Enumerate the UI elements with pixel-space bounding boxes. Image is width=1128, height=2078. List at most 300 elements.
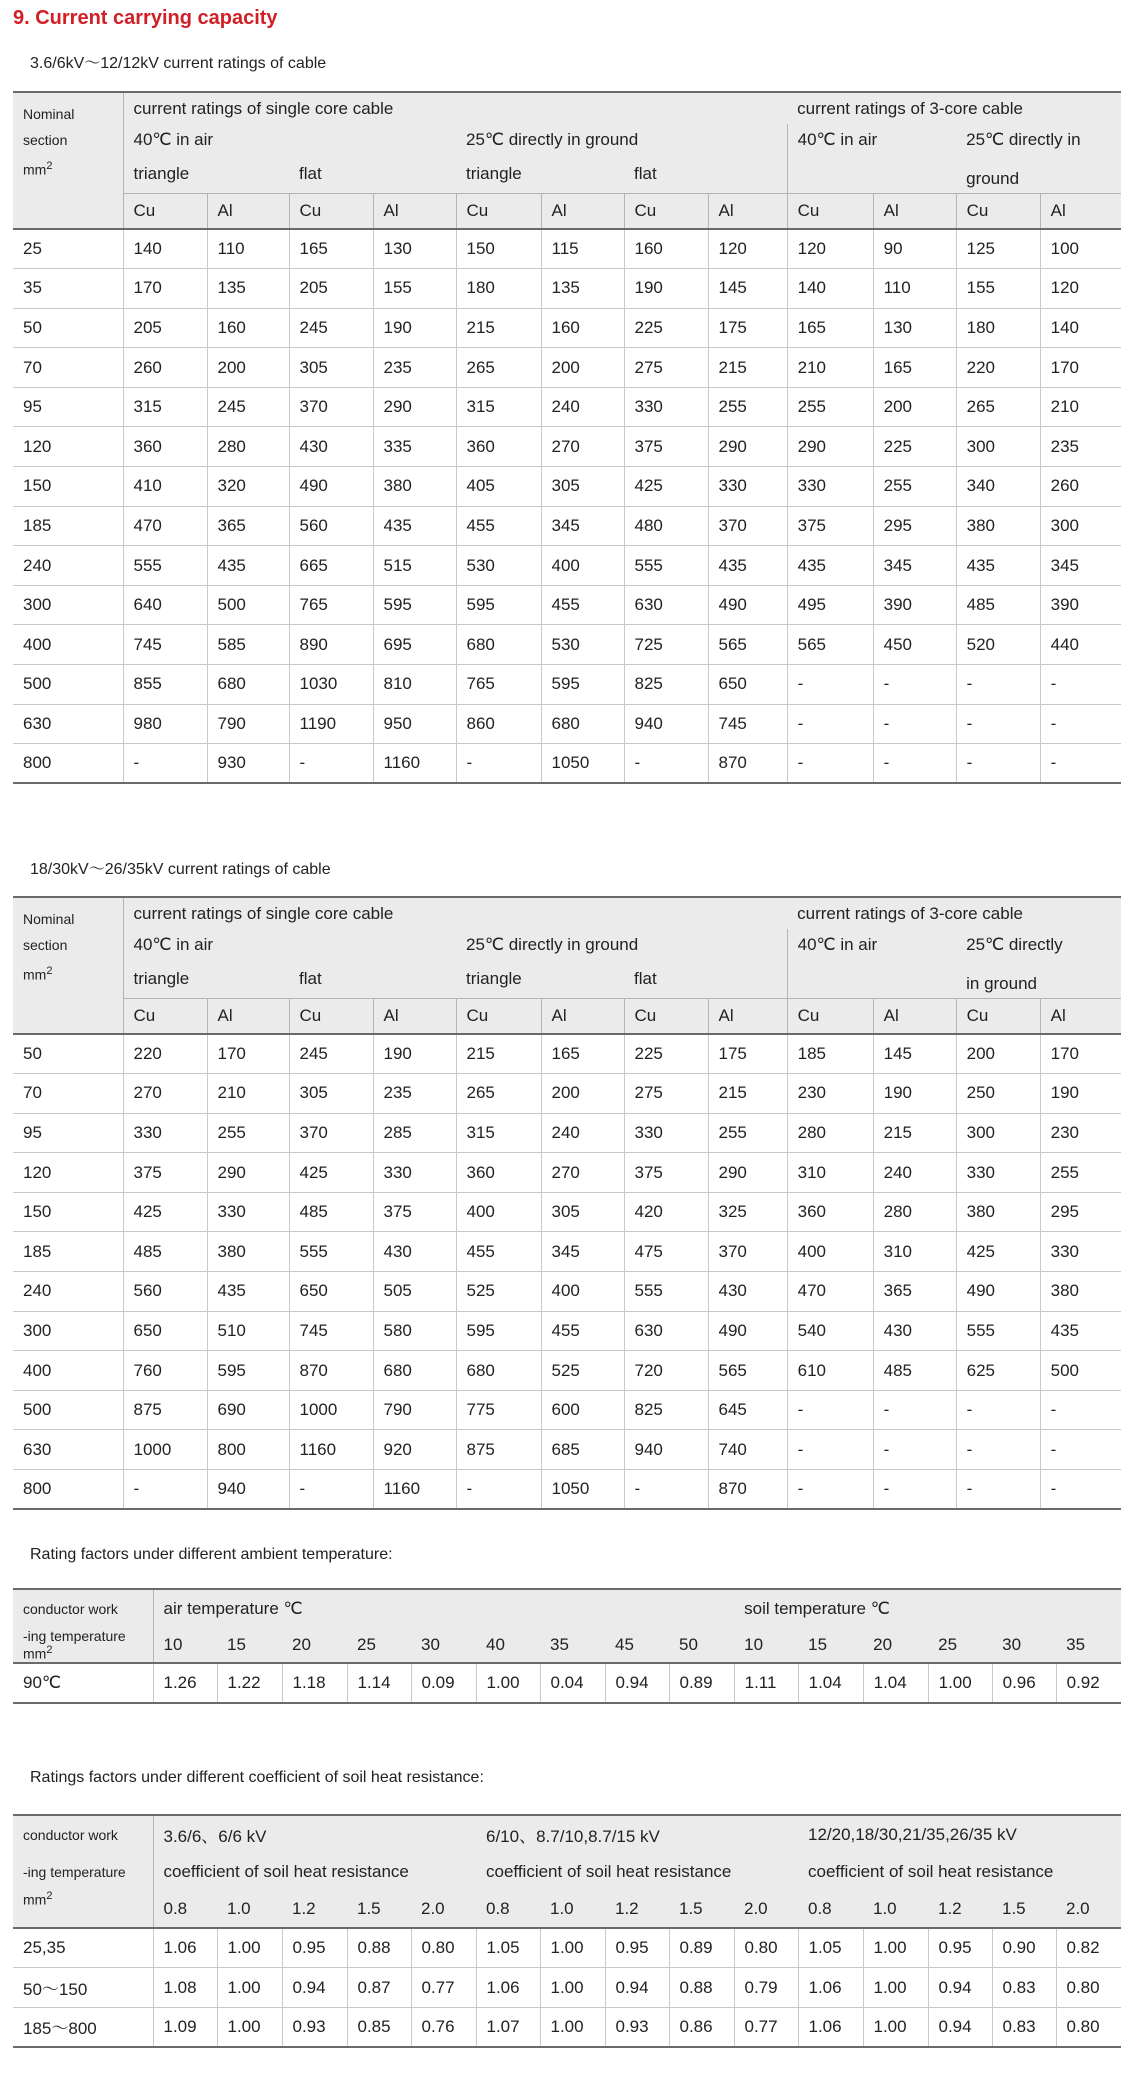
- table-cell: 1.00: [928, 1663, 992, 1703]
- table-cell: 1.00: [217, 1928, 282, 1968]
- table-cell: 380: [373, 467, 456, 507]
- table-cell: 870: [289, 1351, 373, 1391]
- table-cell: 1.06: [798, 1968, 863, 2008]
- table-cell: 290: [708, 427, 787, 467]
- table-cell: 210: [207, 1074, 289, 1114]
- air-header: 40℃ in air: [123, 929, 456, 961]
- conductor-temp-header: conductor work: [13, 1815, 153, 1853]
- table-cell: 0.95: [282, 1928, 347, 1968]
- table-cell: 1.07: [476, 2007, 540, 2047]
- table-cell: -: [956, 744, 1040, 784]
- table-cell: 220: [956, 348, 1040, 388]
- table-cell: 595: [373, 585, 456, 625]
- table-cell: 0.77: [734, 2007, 798, 2047]
- table-cell: 155: [373, 269, 456, 309]
- table-cell: 130: [373, 229, 456, 269]
- table-cell: 270: [541, 1153, 624, 1193]
- col-header: 1.2: [282, 1890, 347, 1928]
- table-cell: -: [624, 744, 708, 784]
- table-cell: 375: [624, 427, 708, 467]
- table-cell: 0.94: [928, 2007, 992, 2047]
- table-cell: 790: [207, 704, 289, 744]
- col-header: 1.2: [928, 1890, 992, 1928]
- nominal-section-header: Nominal section $mm^2$: [13, 897, 123, 998]
- table-cell: 435: [787, 546, 873, 586]
- ground3-header-line2: ground: [956, 156, 1121, 193]
- table-cell: -: [624, 1470, 708, 1510]
- table-cell: 1160: [373, 1470, 456, 1510]
- ratings-table-1: [13, 91, 1121, 784]
- table-cell: 530: [456, 546, 541, 586]
- table-row: [13, 1430, 1121, 1470]
- table-cell: 650: [289, 1272, 373, 1312]
- table-cell: 190: [873, 1074, 956, 1114]
- table-cell: 305: [541, 467, 624, 507]
- col-header: Al: [207, 193, 289, 229]
- table-cell: 165: [541, 1034, 624, 1074]
- row-label-cell: 630: [13, 1430, 123, 1470]
- col-header: Cu: [787, 998, 873, 1034]
- table-cell: -: [873, 665, 956, 705]
- table-cell: 1000: [289, 1390, 373, 1430]
- col-header: 35: [1056, 1627, 1121, 1663]
- table-cell: 630: [624, 1311, 708, 1351]
- table-cell: 320: [207, 467, 289, 507]
- table-cell: 1.09: [153, 2007, 217, 2047]
- table-cell: 215: [456, 308, 541, 348]
- table-cell: 825: [624, 665, 708, 705]
- table-cell: 1.26: [153, 1663, 217, 1703]
- row-label-cell: 240: [13, 546, 123, 586]
- table-cell: 160: [541, 308, 624, 348]
- row-label-cell: 150: [13, 467, 123, 507]
- col-header: Al: [541, 998, 624, 1034]
- table-cell: -: [873, 1470, 956, 1510]
- table-cell: 1.00: [540, 1928, 605, 1968]
- table-cell: 940: [624, 704, 708, 744]
- col-header: 2.0: [1056, 1890, 1121, 1928]
- air3-header: 40℃ in air: [787, 929, 956, 961]
- table-cell: 430: [873, 1311, 956, 1351]
- table-cell: 360: [123, 427, 207, 467]
- table-cell: 515: [373, 546, 456, 586]
- row-label-cell: 400: [13, 1351, 123, 1391]
- row-label-cell: 95: [13, 387, 123, 427]
- table-cell: 0.80: [1056, 2007, 1121, 2047]
- table-row: [13, 2007, 1121, 2047]
- table-cell: -: [956, 1470, 1040, 1510]
- table-row: [13, 1192, 1121, 1232]
- table-cell: -: [787, 1390, 873, 1430]
- table-cell: 455: [456, 506, 541, 546]
- table-row: [13, 546, 1121, 586]
- table-cell: 0.93: [605, 2007, 669, 2047]
- table-cell: 1160: [373, 744, 456, 784]
- table-cell: 800: [207, 1430, 289, 1470]
- table-row: [13, 427, 1121, 467]
- voltage-group-header: 12/20,18/30,21/35,26/35 kV: [798, 1815, 1121, 1853]
- table-cell: 120: [787, 229, 873, 269]
- table-cell: 1.11: [734, 1663, 798, 1703]
- table-cell: 325: [708, 1192, 787, 1232]
- table-cell: 555: [624, 546, 708, 586]
- table3-caption: Rating factors under different ambient temperature:: [30, 1546, 393, 1563]
- table-cell: 305: [289, 348, 373, 388]
- table-cell: 275: [624, 1074, 708, 1114]
- table-cell: 255: [1040, 1153, 1121, 1193]
- table-cell: 0.83: [992, 1968, 1056, 2008]
- table-cell: 860: [456, 704, 541, 744]
- triangle-header: triangle: [123, 156, 289, 193]
- table-row: [13, 585, 1121, 625]
- voltage-group-header: 6/10、8.7/10,8.7/15 kV: [476, 1815, 798, 1853]
- table-cell: -: [956, 1390, 1040, 1430]
- col-header: 1.0: [863, 1890, 928, 1928]
- table-cell: 375: [787, 506, 873, 546]
- table-cell: 140: [123, 229, 207, 269]
- table-cell: 260: [123, 348, 207, 388]
- table-cell: 360: [456, 427, 541, 467]
- table-cell: -: [289, 744, 373, 784]
- table-cell: 595: [541, 665, 624, 705]
- row-label-cell: 25: [13, 229, 123, 269]
- table-cell: 270: [541, 427, 624, 467]
- soil-resistance-factor-table: conductor work 3.6/6、6/6 kV 6/10、8.7/10,8.7/15 kV 12/20,18/30,21/35,26/35 kV -ing temperature coefficient of soil heat resistance coefficient of soil heat resistance coefficient of soil heat resistance $mm^2$ 0.8 1.0 1.2 1.5 2.0 0.8 1.0 1.2 1.5 2.0 0.8 1.0 1.2 1.5 2.0 25,35 1.06 1.00 0.95 0.88 0.80 1.05 1.00 0.95 0.89 0.80 1.05 1.00 0.95 0.90 0.82 50～150 1.08 1.00 0.94 0.87 0.77 1.06 1.00 0.94 0.88 0.79 1.06 1.00 0.94 0.83 0.80 185～800 1.09 1.00 0.93 0.85 0.76 1.07 1.00 0.93 0.86 0.77 1.06 1.00 0.94 0.83 0.80: [13, 1814, 1121, 2048]
- table-cell: 490: [956, 1272, 1040, 1312]
- table-cell: 595: [456, 585, 541, 625]
- col-header: 0.8: [476, 1890, 540, 1928]
- single-core-header: current ratings of single core cable: [123, 92, 787, 124]
- table-cell: 1.18: [282, 1663, 347, 1703]
- single-core-header: current ratings of single core cable: [123, 897, 787, 929]
- table-cell: 1.06: [798, 2007, 863, 2047]
- table-cell: 0.82: [1056, 1928, 1121, 1968]
- coef-header: coefficient of soil heat resistance: [798, 1853, 1121, 1890]
- table-cell: 940: [207, 1470, 289, 1510]
- col-header: 15: [217, 1627, 282, 1663]
- col-header: Al: [1040, 193, 1121, 229]
- table-cell: 0.95: [928, 1928, 992, 1968]
- table-cell: 680: [373, 1351, 456, 1391]
- table-cell: 0.86: [669, 2007, 734, 2047]
- table-cell: 235: [373, 348, 456, 388]
- col-header: 30: [411, 1627, 476, 1663]
- table-cell: 315: [123, 387, 207, 427]
- table-cell: 450: [873, 625, 956, 665]
- col-header: Al: [873, 193, 956, 229]
- table-cell: 435: [207, 1272, 289, 1312]
- table-cell: 200: [541, 348, 624, 388]
- table-cell: 190: [624, 269, 708, 309]
- air-temp-header: air temperature ℃: [153, 1589, 734, 1627]
- col-header: Al: [373, 193, 456, 229]
- table-cell: 740: [708, 1430, 787, 1470]
- table-cell: 1.00: [217, 1968, 282, 2008]
- table-cell: 1000: [123, 1430, 207, 1470]
- table-cell: 695: [373, 625, 456, 665]
- table-cell: 285: [373, 1113, 456, 1153]
- table-cell: 240: [541, 1113, 624, 1153]
- col-header: Cu: [289, 998, 373, 1034]
- table-cell: 370: [708, 506, 787, 546]
- table-cell: -: [787, 1470, 873, 1510]
- table-cell: 165: [787, 308, 873, 348]
- col-header: 35: [540, 1627, 605, 1663]
- table-cell: 225: [873, 427, 956, 467]
- table-cell: 255: [787, 387, 873, 427]
- table-cell: 765: [289, 585, 373, 625]
- table-cell: 375: [123, 1153, 207, 1193]
- table-cell: 200: [541, 1074, 624, 1114]
- table-cell: 680: [541, 704, 624, 744]
- table-cell: 375: [373, 1192, 456, 1232]
- table-cell: 555: [289, 1232, 373, 1272]
- table-cell: 400: [787, 1232, 873, 1272]
- row-label-cell: 300: [13, 1311, 123, 1351]
- row-label-cell: 50～150: [13, 1968, 153, 2008]
- table-cell: 175: [708, 1034, 787, 1074]
- table-cell: 980: [123, 704, 207, 744]
- table-cell: 230: [1040, 1113, 1121, 1153]
- col-header: Al: [873, 998, 956, 1034]
- table-cell: -: [1040, 1430, 1121, 1470]
- table-cell: 170: [1040, 348, 1121, 388]
- table-cell: -: [456, 744, 541, 784]
- row-label-cell: 185: [13, 1232, 123, 1272]
- table-cell: 1.06: [153, 1928, 217, 1968]
- conductor-temp-header-2: -ing temperature: [13, 1853, 153, 1890]
- table-cell: -: [787, 704, 873, 744]
- table-row: [13, 704, 1121, 744]
- table-row: [13, 387, 1121, 427]
- table-cell: 485: [289, 1192, 373, 1232]
- table-cell: 1.22: [217, 1663, 282, 1703]
- col-header: 0.8: [798, 1890, 863, 1928]
- row-label-cell: 500: [13, 665, 123, 705]
- table-cell: 305: [289, 1074, 373, 1114]
- row-label-cell: 185: [13, 506, 123, 546]
- table-row: [13, 1968, 1121, 2008]
- table-cell: 505: [373, 1272, 456, 1312]
- table-cell: 680: [456, 1351, 541, 1391]
- table-cell: 520: [956, 625, 1040, 665]
- air-header: 40℃ in air: [123, 124, 456, 156]
- table-cell: 230: [787, 1074, 873, 1114]
- table-cell: -: [873, 1430, 956, 1470]
- table-cell: 1.08: [153, 1968, 217, 2008]
- table-cell: 225: [624, 308, 708, 348]
- table-cell: 340: [956, 467, 1040, 507]
- air3-header: 40℃ in air: [787, 124, 956, 156]
- table-cell: 0.94: [605, 1968, 669, 2008]
- table-cell: 920: [373, 1430, 456, 1470]
- table-cell: 335: [373, 427, 456, 467]
- coef-header: coefficient of soil heat resistance: [153, 1853, 476, 1890]
- table-cell: 235: [1040, 427, 1121, 467]
- col-header: 1.0: [217, 1890, 282, 1928]
- table-cell: 330: [624, 387, 708, 427]
- table-row: [13, 1272, 1121, 1312]
- table-cell: 220: [123, 1034, 207, 1074]
- ground-header: 25℃ directly in ground: [456, 929, 787, 961]
- table-cell: -: [1040, 1390, 1121, 1430]
- table-cell: 215: [873, 1113, 956, 1153]
- table-cell: 425: [289, 1153, 373, 1193]
- row-label-cell: 120: [13, 427, 123, 467]
- row-label-cell: 95: [13, 1113, 123, 1153]
- table-row: [13, 1663, 1121, 1703]
- table-row: [13, 1153, 1121, 1193]
- table-cell: 315: [456, 1113, 541, 1153]
- table-cell: 0.89: [669, 1928, 734, 1968]
- table-cell: 565: [708, 625, 787, 665]
- row-label-cell: 500: [13, 1390, 123, 1430]
- row-label-cell: 150: [13, 1192, 123, 1232]
- table-cell: 1.00: [863, 1968, 928, 2008]
- table-cell: 310: [787, 1153, 873, 1193]
- table-cell: 640: [123, 585, 207, 625]
- table-cell: -: [956, 1430, 1040, 1470]
- table-row: [13, 269, 1121, 309]
- table-cell: 265: [956, 387, 1040, 427]
- table-cell: 345: [1040, 546, 1121, 586]
- col-header: Cu: [289, 193, 373, 229]
- table-cell: 145: [708, 269, 787, 309]
- table-cell: 115: [541, 229, 624, 269]
- col-header: 1.0: [540, 1890, 605, 1928]
- table-cell: 245: [207, 387, 289, 427]
- table-cell: 375: [624, 1153, 708, 1193]
- table-cell: 155: [956, 269, 1040, 309]
- col-header: 1.5: [992, 1890, 1056, 1928]
- table-cell: 650: [123, 1311, 207, 1351]
- nominal-section-header: Nominal section $mm^2$: [13, 92, 123, 193]
- table-cell: 345: [541, 506, 624, 546]
- table-cell: 330: [1040, 1232, 1121, 1272]
- table-cell: 290: [708, 1153, 787, 1193]
- table-row: [13, 1232, 1121, 1272]
- table-cell: 165: [873, 348, 956, 388]
- table-cell: -: [873, 704, 956, 744]
- table-cell: 435: [373, 506, 456, 546]
- table-cell: 940: [624, 1430, 708, 1470]
- ground3-header-line2: in ground: [956, 961, 1121, 998]
- flat-header: flat: [289, 961, 456, 998]
- table-cell: 360: [456, 1153, 541, 1193]
- col-header: Al: [373, 998, 456, 1034]
- table-cell: 480: [624, 506, 708, 546]
- table-cell: 930: [207, 744, 289, 784]
- table-cell: 135: [541, 269, 624, 309]
- table-cell: 440: [1040, 625, 1121, 665]
- table-cell: 0.80: [734, 1928, 798, 1968]
- table-cell: 210: [1040, 387, 1121, 427]
- table-row: [13, 348, 1121, 388]
- table-cell: 825: [624, 1390, 708, 1430]
- table-cell: 485: [956, 585, 1040, 625]
- table-cell: 595: [456, 1311, 541, 1351]
- table-cell: 225: [624, 1034, 708, 1074]
- col-header: 2.0: [734, 1890, 798, 1928]
- table-cell: -: [956, 665, 1040, 705]
- table2-caption: 18/30kV～26/35kV current ratings of cable: [30, 861, 331, 878]
- table-cell: 565: [708, 1351, 787, 1391]
- table-cell: 255: [207, 1113, 289, 1153]
- table-cell: -: [873, 744, 956, 784]
- coef-header: coefficient of soil heat resistance: [476, 1853, 798, 1890]
- col-header: Cu: [787, 193, 873, 229]
- table-cell: 1.00: [540, 1968, 605, 2008]
- table-cell: 1190: [289, 704, 373, 744]
- table-cell: 405: [456, 467, 541, 507]
- col-header: 10: [734, 1627, 798, 1663]
- table-cell: 400: [456, 1192, 541, 1232]
- table-cell: 150: [456, 229, 541, 269]
- table-cell: 235: [373, 1074, 456, 1114]
- table-cell: 270: [123, 1074, 207, 1114]
- table-cell: -: [456, 1470, 541, 1510]
- three-core-header: current ratings of 3-core cable: [787, 897, 1121, 929]
- row-label-cell: 35: [13, 269, 123, 309]
- col-header: Cu: [123, 193, 207, 229]
- table-cell: 380: [207, 1232, 289, 1272]
- table-cell: 280: [787, 1113, 873, 1153]
- col-header: Al: [708, 193, 787, 229]
- col-header: 15: [798, 1627, 863, 1663]
- table-cell: -: [1040, 744, 1121, 784]
- table-cell: 300: [1040, 506, 1121, 546]
- table-cell: 555: [624, 1272, 708, 1312]
- flat-header: flat: [624, 961, 787, 998]
- table-cell: 470: [123, 506, 207, 546]
- table-cell: 280: [873, 1192, 956, 1232]
- table-cell: 370: [289, 387, 373, 427]
- table-cell: 1030: [289, 665, 373, 705]
- table-cell: 410: [123, 467, 207, 507]
- table-cell: 760: [123, 1351, 207, 1391]
- table-cell: 720: [624, 1351, 708, 1391]
- ground3-header: 25℃ directly in: [956, 124, 1121, 156]
- ground3-header: 25℃ directly: [956, 929, 1121, 961]
- col-header: Cu: [624, 998, 708, 1034]
- table-cell: 330: [624, 1113, 708, 1153]
- table-cell: 300: [956, 1113, 1040, 1153]
- table-cell: 555: [123, 546, 207, 586]
- table-cell: 790: [373, 1390, 456, 1430]
- table-cell: 530: [541, 625, 624, 665]
- table-cell: 0.95: [605, 1928, 669, 1968]
- col-header: 25: [347, 1627, 411, 1663]
- table-cell: 435: [207, 546, 289, 586]
- table-cell: 425: [956, 1232, 1040, 1272]
- table-cell: 1.00: [540, 2007, 605, 2047]
- table-cell: 100: [1040, 229, 1121, 269]
- ratings-table-2: [13, 896, 1121, 1510]
- table4-caption: Ratings factors under different coefficient of soil heat resistance:: [30, 1769, 484, 1786]
- row-label-cell: 50: [13, 1034, 123, 1074]
- table-cell: 1.06: [476, 1968, 540, 2008]
- table-cell: 255: [708, 387, 787, 427]
- table-cell: 475: [624, 1232, 708, 1272]
- table-cell: 525: [541, 1351, 624, 1391]
- table-cell: 725: [624, 625, 708, 665]
- table-row: [13, 625, 1121, 665]
- table-cell: 870: [708, 744, 787, 784]
- flat-header: flat: [624, 156, 787, 193]
- table-cell: 765: [456, 665, 541, 705]
- triangle-header: triangle: [123, 961, 289, 998]
- table-cell: 365: [873, 1272, 956, 1312]
